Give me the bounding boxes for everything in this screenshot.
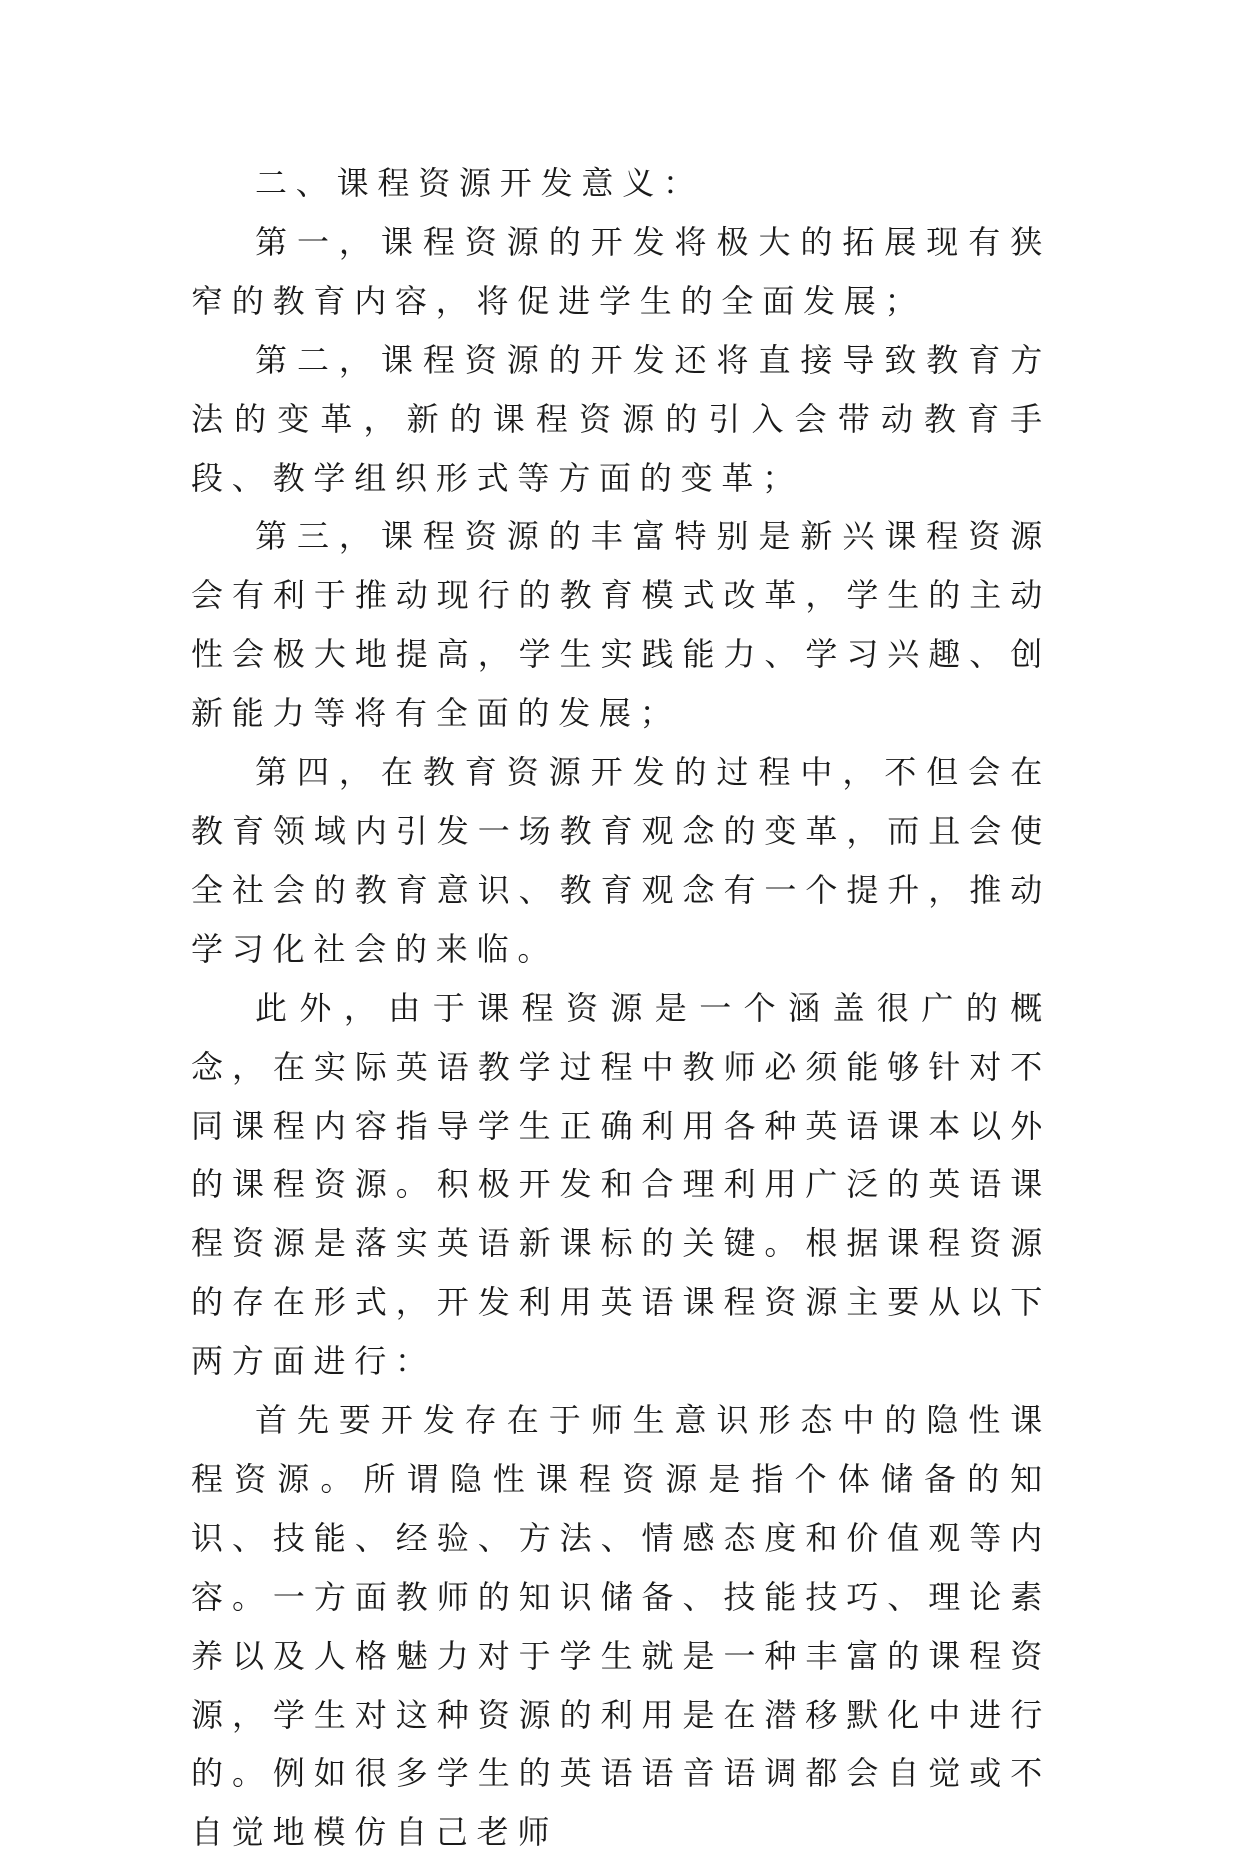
paragraph-second: 第二，课程资源的开发还将直接导致教育方法的变革，新的课程资源的引入会带动教育手段、教学组织形式等方面的变革； [191,340,1051,497]
section-heading: 二、课程资源开发意义： [255,164,704,202]
paragraph-hidden-resources: 首先要开发存在于师生意识形态中的隐性课程资源。所谓隐性课程资源是指个体储备的知识、技能、经验、方法、情感态度和价值观等内容。一方面教师的知识储备、技能技巧、理论素养以及人格魅力对于学生就是一种丰富的课程资源，学生对这种资源的利用是在潜移默化中进行的。例如很多学生的英语语音语调都会自觉或不自觉地模仿自己老师 [191,1401,1051,1852]
paragraph-first: 第一，课程资源的开发将极大的拓展现有狭窄的教育内容，将促进学生的全面发展； [191,222,1051,320]
paragraph-additionally: 此外，由于课程资源是一个涵盖很广的概念，在实际英语教学过程中教师必须能够针对不同课程内容指导学生正确利用各种英语课本以外的课程资源。积极开发和合理利用广泛的英语课程资源是落实英语新课标的关键。根据课程资源的存在形式，开发利用英语课程资源主要从以下两方面进行： [191,988,1051,1381]
paragraph-third: 第三，课程资源的丰富特别是新兴课程资源会有利于推动现行的教育模式改革，学生的主动性会极大地提高，学生实践能力、学习兴趣、创新能力等将有全面的发展； [191,517,1051,733]
paragraph-fourth: 第四，在教育资源开发的过程中，不但会在教育领域内引发一场教育观念的变革，而且会使全社会的教育意识、教育观念有一个提升，推动学习化社会的来临。 [191,753,1051,968]
document-body [191,154,1051,1862]
